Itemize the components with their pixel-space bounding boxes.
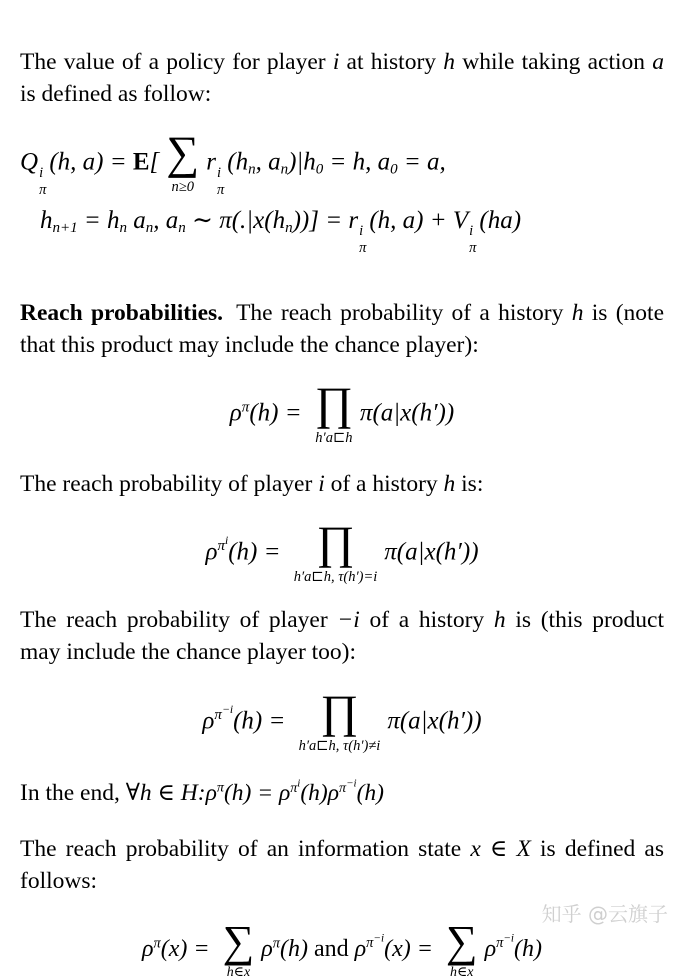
equation-reach-player-i bbox=[20, 518, 664, 585]
math-token: π bbox=[214, 707, 222, 724]
product-operator bbox=[314, 379, 353, 446]
math-token: π(a|x(h′)) bbox=[359, 399, 455, 427]
math-sup-nested: −i bbox=[221, 703, 234, 717]
math-sup bbox=[339, 777, 357, 796]
math-sup-nested: −i bbox=[346, 777, 357, 790]
math-token: π bbox=[496, 935, 504, 951]
math-supsub-stack bbox=[469, 224, 476, 256]
text-run: The reach probability of a history bbox=[236, 299, 572, 326]
math-token: (ha) bbox=[479, 206, 522, 234]
sum-limits: h∈x bbox=[450, 964, 474, 980]
equation-q-line1 bbox=[20, 128, 664, 199]
math-token: π(a|x(h′)) bbox=[387, 707, 482, 735]
product-glyph: ∏ bbox=[314, 379, 353, 431]
math-token: ρ bbox=[278, 780, 291, 807]
math-supsub-stack bbox=[39, 166, 46, 198]
text-run: is defined as follows: bbox=[20, 835, 665, 895]
product-limits: h′a⊏h, τ(h′)≠i bbox=[298, 737, 381, 754]
product-glyph: ∏ bbox=[316, 518, 355, 570]
sum-limits: n≥0 bbox=[171, 178, 194, 195]
sum-limits: h∈x bbox=[226, 964, 251, 980]
text-run: The value of a policy for player bbox=[20, 48, 333, 75]
math-token: ρ bbox=[484, 935, 497, 962]
paragraph-player-minus-i bbox=[20, 604, 664, 668]
math-sup: i bbox=[39, 165, 44, 182]
text-run: The reach probability of player bbox=[20, 607, 338, 634]
math-token: (h bbox=[227, 148, 249, 176]
math-token: = h, a bbox=[323, 148, 391, 176]
math-token: ρ bbox=[261, 935, 273, 962]
math-token: (h) = bbox=[228, 538, 287, 566]
math-var-h: h bbox=[443, 470, 456, 497]
math-sup bbox=[290, 777, 301, 796]
math-sub: n bbox=[248, 161, 256, 178]
math-sup-nested: i bbox=[224, 534, 229, 548]
math-token: ))] = r bbox=[292, 206, 359, 234]
math-sup: π bbox=[216, 779, 224, 796]
math-sup bbox=[496, 932, 515, 951]
math-token: = a, bbox=[397, 148, 446, 176]
equation-q-line2 bbox=[20, 205, 664, 257]
math-token: ρ bbox=[354, 935, 367, 962]
sum-operator bbox=[166, 128, 200, 195]
math-token: (h) bbox=[300, 780, 328, 807]
math-token: π(a|x(h′)) bbox=[384, 538, 479, 566]
text-run: while taking action bbox=[455, 48, 653, 75]
paragraph-information-state bbox=[20, 833, 664, 897]
math-sup: i bbox=[469, 223, 474, 240]
math-sup: i bbox=[359, 223, 364, 240]
math-token: ρ bbox=[327, 780, 340, 807]
math-token: a bbox=[127, 206, 146, 234]
math-sup-nested: −i bbox=[503, 932, 515, 945]
math-sup bbox=[214, 703, 234, 724]
math-supsub-stack bbox=[217, 166, 224, 198]
text-run: at history bbox=[339, 48, 444, 75]
math-sub: π bbox=[359, 240, 367, 257]
math-sup: π bbox=[241, 399, 250, 416]
paragraph-player-i bbox=[20, 468, 664, 500]
math-token: (h) = bbox=[249, 399, 308, 427]
equation-q-value bbox=[20, 128, 664, 257]
math-token: ∀h ∈ H: bbox=[125, 780, 206, 807]
text-run: is (this product may include the chance player too): bbox=[20, 607, 664, 666]
sum-operator bbox=[222, 915, 255, 980]
sum-glyph: ∑ bbox=[166, 128, 200, 180]
text-run: The reach probability of an information state bbox=[20, 835, 471, 862]
math-sub: n bbox=[285, 219, 293, 236]
math-sub: n+1 bbox=[52, 219, 78, 236]
math-token: π bbox=[339, 779, 347, 796]
text-run: of a history bbox=[324, 470, 444, 497]
math-sup bbox=[366, 932, 385, 951]
text-run: The reach probability of player bbox=[20, 470, 319, 497]
math-token: (h, a) = bbox=[49, 148, 133, 176]
math-sub: n bbox=[145, 219, 154, 236]
paragraph-reach-probabilities bbox=[20, 297, 664, 361]
sum-operator bbox=[445, 915, 478, 980]
math-supsub-stack bbox=[359, 224, 366, 256]
math-sup: π bbox=[272, 935, 280, 951]
math-var-h: h bbox=[443, 48, 455, 75]
math-token: , a bbox=[153, 206, 179, 234]
product-limits: h′a⊏h, τ(h′)=i bbox=[293, 568, 378, 585]
math-var-h: h bbox=[571, 299, 584, 326]
math-token: ρ bbox=[142, 935, 154, 962]
math-sup-nested: −i bbox=[373, 932, 385, 945]
math-token: ρ bbox=[205, 538, 218, 566]
math-sub: 0 bbox=[390, 161, 398, 178]
math-token: (h) bbox=[280, 935, 308, 962]
math-sub: n bbox=[119, 219, 127, 236]
math-sub: n bbox=[178, 219, 186, 236]
math-token: π bbox=[217, 538, 225, 555]
math-var-x: x bbox=[470, 835, 481, 862]
math-sup bbox=[217, 534, 229, 555]
math-sub: π bbox=[217, 182, 225, 199]
text-and: and bbox=[307, 935, 355, 962]
math-token: r bbox=[206, 148, 216, 176]
math-token: )|h bbox=[288, 148, 316, 176]
math-sup: π bbox=[153, 935, 161, 951]
math-var-i: i bbox=[318, 470, 325, 497]
math-token: ρ bbox=[205, 780, 217, 807]
math-token: (x) = bbox=[384, 935, 439, 962]
math-var-i: i bbox=[332, 48, 340, 75]
equation-reach-history bbox=[20, 379, 664, 446]
math-token: (h) = bbox=[223, 780, 279, 807]
text-run: is defined as follow: bbox=[20, 80, 212, 107]
text-run: is: bbox=[455, 470, 484, 497]
math-var-a: a bbox=[652, 48, 664, 75]
product-operator bbox=[298, 687, 381, 754]
equation-info-state-sums bbox=[20, 915, 664, 980]
math-var-h: h bbox=[493, 607, 506, 634]
sum-glyph: ∑ bbox=[445, 915, 478, 966]
sum-glyph: ∑ bbox=[222, 915, 255, 966]
math-token: π bbox=[290, 779, 298, 796]
math-token: (h) bbox=[514, 935, 542, 962]
element-of-symbol: ∈ bbox=[480, 835, 517, 862]
math-token: , a bbox=[255, 148, 281, 176]
paragraph-policy-value bbox=[20, 46, 664, 110]
math-token: (h, a) + V bbox=[369, 206, 469, 234]
math-token: ρ bbox=[229, 399, 242, 427]
equation-reach-player-minus-i bbox=[20, 687, 664, 754]
expectation-symbol: E bbox=[132, 148, 150, 176]
product-glyph: ∏ bbox=[320, 687, 359, 739]
math-script-X: X bbox=[516, 835, 531, 862]
math-token: (h) bbox=[356, 780, 384, 807]
text-run: In the end, bbox=[20, 780, 126, 807]
math-token: (x) = bbox=[160, 935, 216, 962]
math-token: ∼ π(.|x(h bbox=[185, 206, 286, 234]
math-token: [ bbox=[149, 148, 160, 176]
math-var-minus-i: −i bbox=[337, 607, 360, 634]
bold-lead: Reach probabilities. bbox=[20, 299, 224, 326]
product-limits: h′a⊏h bbox=[315, 430, 353, 446]
math-token: π bbox=[366, 935, 374, 951]
math-sub: π bbox=[39, 182, 47, 199]
math-sub: n bbox=[280, 161, 289, 178]
text-run: is (note that this product may include the chance player): bbox=[20, 299, 664, 358]
math-sub: π bbox=[469, 240, 477, 257]
zhihu-watermark: 知乎 @云旗子 bbox=[541, 902, 668, 926]
math-token: (h) = bbox=[233, 707, 292, 735]
math-sub: 0 bbox=[315, 161, 324, 178]
math-token: = h bbox=[77, 206, 120, 234]
text-run: of a history bbox=[359, 607, 494, 634]
paragraph-factorization bbox=[20, 777, 664, 809]
math-token: Q bbox=[20, 148, 39, 176]
math-sup-nested: i bbox=[297, 777, 301, 790]
math-token: ρ bbox=[202, 707, 215, 735]
product-operator bbox=[293, 518, 378, 585]
math-token: h bbox=[40, 206, 53, 234]
math-sup: i bbox=[217, 165, 222, 182]
